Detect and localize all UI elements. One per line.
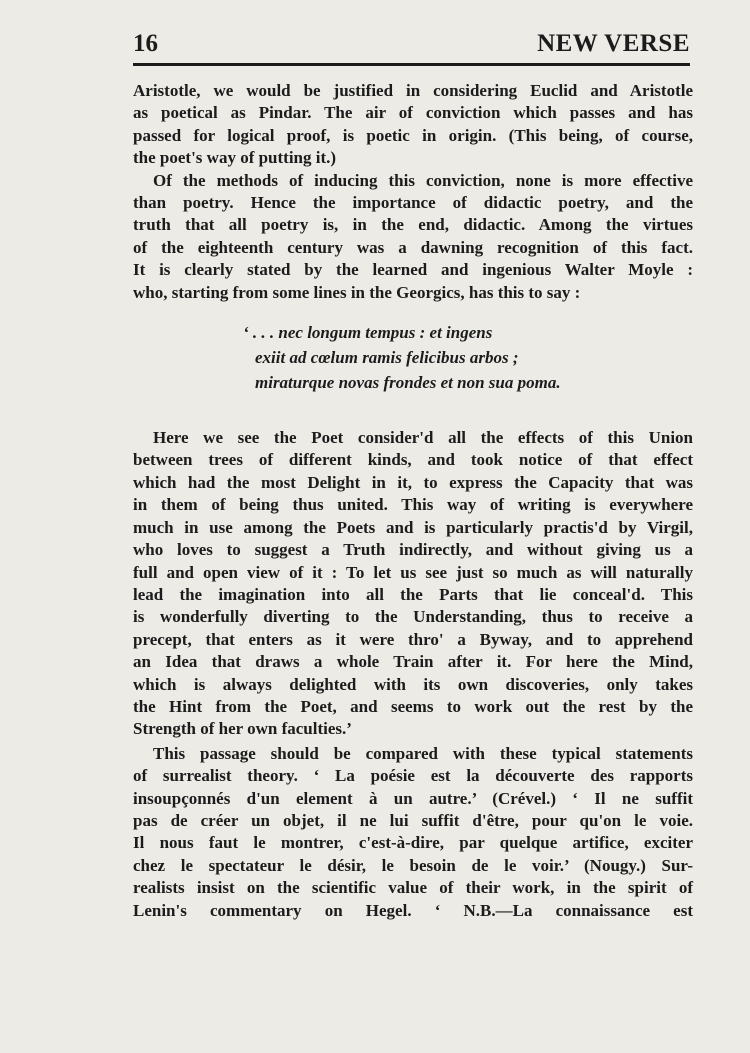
text-line: Of the methods of inducing this conviction, none is more effective — [153, 170, 693, 190]
text-line: who loves to suggest a Truth indirectly, and without giving us a — [133, 540, 693, 560]
text-line: than poetry. Hence the importance of didactic poetry, and the — [133, 193, 693, 213]
paragraph-methods — [133, 170, 693, 304]
text-line: as poetical as Pindar. The air of conviction which passes and has — [133, 103, 693, 123]
page-header — [133, 30, 690, 64]
text-line: much in use among the Poets and is particularly practis'd by Virgil, — [133, 517, 693, 537]
body-text — [133, 80, 693, 922]
text-line: chez le spectateur le désir, le besoin de le voir.’ (Nougy.) Sur- — [133, 855, 693, 875]
text-line: in them of being thus united. This way of writing is everywhere — [133, 495, 693, 515]
paragraph-poet — [133, 427, 693, 741]
text-line: Strength of her own faculties.’ — [133, 719, 352, 739]
text-line: This passage should be compared with these typical statements — [153, 743, 693, 763]
text-line: an Idea that draws a whole Train after it. For here the Mind, — [133, 652, 693, 672]
text-line: between trees of different kinds, and took notice of that effect — [133, 450, 693, 470]
text-line: lead the imagination into all the Parts that lie conceal'd. This — [133, 584, 693, 604]
text-line: It is clearly stated by the learned and ingenious Walter Moyle : — [133, 260, 693, 280]
text-line: Aristotle, we would be justified in considering Euclid and Aristotle — [133, 81, 693, 100]
text-line: the poet's way of putting it.) — [133, 148, 337, 168]
text-line: full and open view of it : To let us see just so much as will naturally — [133, 562, 693, 582]
text-line: precept, that enters as it were thro' a Byway, and to apprehend — [133, 629, 693, 649]
verse-line: miraturque novas frondes et non sua poma. — [255, 373, 561, 393]
paragraph-surrealist — [133, 743, 693, 922]
page-number: 16 — [133, 30, 158, 57]
text-line: is wonderfully diverting to the Understanding, thus to receive a — [133, 607, 693, 627]
text-line: truth that all poetry is, in the end, didactic. Among the virtues — [133, 215, 693, 235]
text-line: Il nous faut le montrer, c'est-à-dire, par quelque artifice, exciter — [133, 833, 693, 853]
verse-line: exiit ad cœlum ramis felicibus arbos ; — [255, 348, 519, 368]
text-line: which had the most Delight in it, to express the Capacity that was — [133, 472, 693, 492]
text-line: which is always delighted with its own discoveries, only takes — [133, 674, 693, 694]
text-line: pas de créer un objet, il ne lui suffit d'être, pour qu'on le voie. — [133, 810, 693, 830]
verse-quotation — [243, 320, 693, 395]
text-line: Here we see the Poet consider'd all the effects of this Union — [153, 428, 693, 448]
text-line: of surrealist theory. ‘ La poésie est la découverte des rapports — [133, 766, 693, 786]
text-line: passed for logical proof, is poetic in origin. (This being, of course, — [133, 125, 693, 145]
text-line: who, starting from some lines in the Georgics, has this to say : — [133, 282, 581, 302]
running-title: NEW VERSE — [537, 30, 690, 57]
text-line: the Hint from the Poet, and seems to work out the rest by the — [133, 696, 693, 716]
verse-line: ‘ . . . nec longum tempus : et ingens — [243, 323, 493, 343]
text-line: realists insist on the scientific value of their work, in the spirit of — [133, 878, 693, 898]
header-rule — [133, 63, 690, 66]
text-line: Lenin's commentary on Hegel. ‘ N.B.—La connaissance est — [133, 900, 693, 920]
text-line: insoupçonnés d'un element à un autre.’ (Crével.) ‘ Il ne suffit — [133, 788, 693, 808]
text-line: of the eighteenth century was a dawning recognition of this fact. — [133, 237, 693, 257]
paragraph-continuation — [133, 80, 693, 170]
